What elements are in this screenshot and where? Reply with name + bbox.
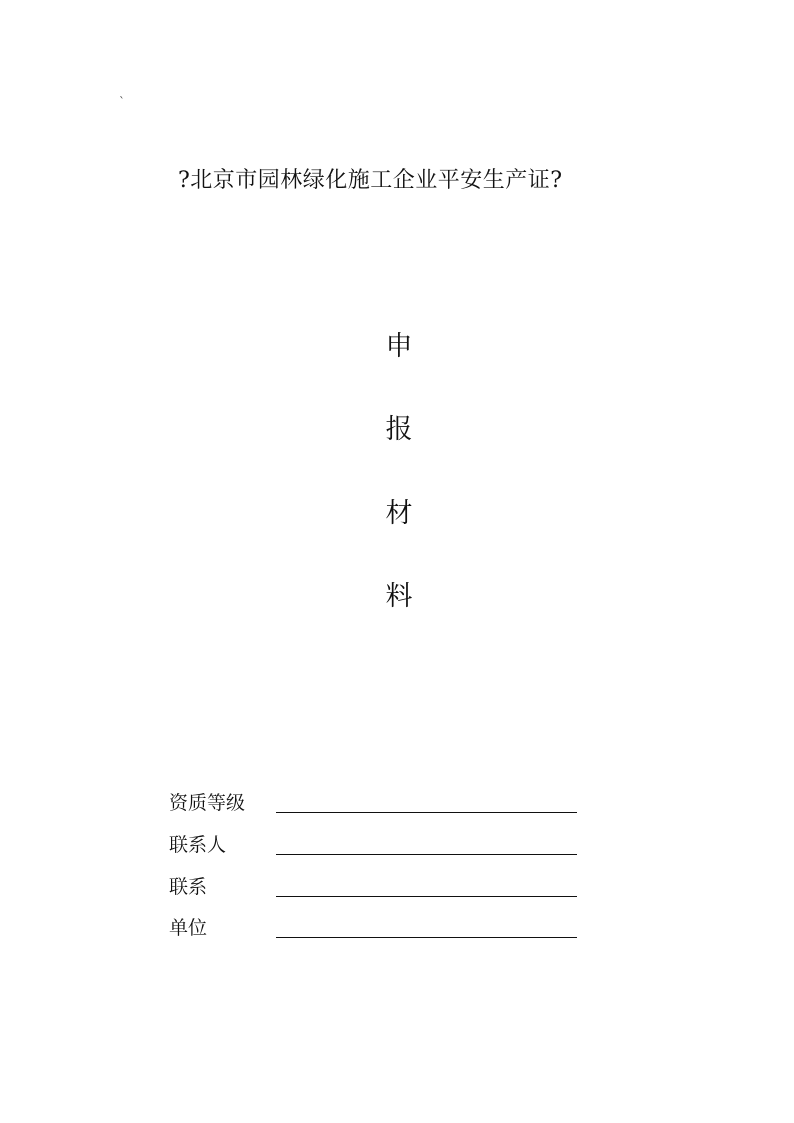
contact-label: 联系 bbox=[169, 876, 208, 898]
corner-mark: ` bbox=[119, 95, 125, 109]
unit-line bbox=[276, 937, 577, 938]
contact-person-label: 联系人 bbox=[169, 834, 227, 856]
heading-char-4: 料 bbox=[385, 581, 413, 612]
contact-person-line bbox=[276, 854, 577, 855]
heading-char-3: 材 bbox=[385, 498, 413, 529]
heading-char-1: 申 bbox=[385, 331, 413, 362]
qualification-grade-label: 资质等级 bbox=[169, 792, 246, 814]
unit-label: 单位 bbox=[169, 917, 208, 939]
heading-char-2: 报 bbox=[385, 414, 413, 445]
contact-line bbox=[276, 896, 577, 897]
document-title: ?北京市园林绿化施工企业平安生产证? bbox=[178, 168, 563, 193]
qualification-grade-line bbox=[276, 812, 577, 813]
